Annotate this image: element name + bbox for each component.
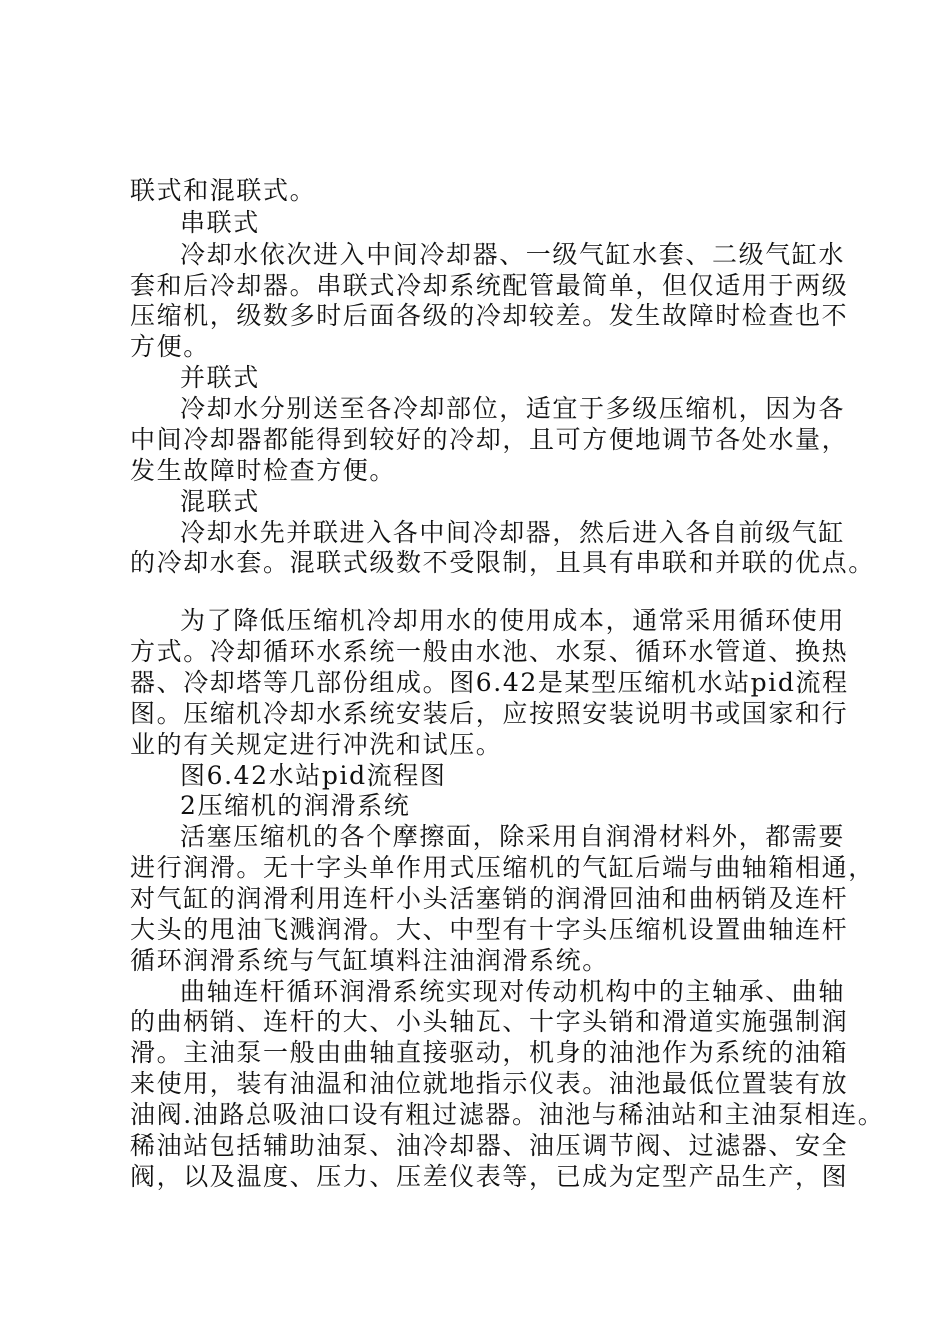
- text-line: 稀油站包括辅助油泵、油冷却器、油压调节阀、过滤器、安全: [130, 1131, 849, 1160]
- text-line: 冷却水分别送至各冷却部位，适宜于多级压缩机，因为各: [180, 394, 846, 423]
- text-line: 活塞压缩机的各个摩擦面，除采用自润滑材料外，都需要: [180, 822, 846, 851]
- text-line: 为了降低压缩机冷却用水的使用成本，通常采用循环使用: [180, 606, 846, 635]
- text-line: 大头的甩油飞溅润滑。大、中型有十字头压缩机设置曲轴连杆: [130, 915, 849, 944]
- figure-caption: 图6.42水站pid流程图: [180, 761, 447, 790]
- text-line: 滑。主油泵一般由曲轴直接驱动，机身的油池作为系统的油箱: [130, 1038, 849, 1067]
- text-line: 方便。: [130, 332, 210, 361]
- text-line: 对气缸的润滑利用连杆小头活塞销的润滑回油和曲柄销及连杆: [130, 884, 849, 913]
- section-heading-lubrication: 2压缩机的润滑系统: [180, 791, 411, 820]
- text-line: 冷却水先并联进入各中间冷却器，然后进入各自前级气缸: [180, 518, 846, 547]
- section-heading-series: 串联式: [180, 208, 260, 237]
- section-heading-mixed: 混联式: [180, 487, 260, 516]
- text-line: 进行润滑。无十字头单作用式压缩机的气缸后端与曲轴箱相通，: [130, 853, 875, 882]
- text-line: 中间冷却器都能得到较好的冷却，且可方便地调节各处水量，: [130, 425, 849, 454]
- text-line: 器、冷却塔等几部份组成。图6.42是某型压缩机水站pid流程: [130, 668, 849, 697]
- text-line: 套和后冷却器。串联式冷却系统配管最简单，但仅适用于两级: [130, 271, 849, 300]
- text-line: 发生故障时检查方便。: [130, 456, 397, 485]
- text-line: 的曲柄销、连杆的大、小头轴瓦、十字头销和滑道实施强制润: [130, 1007, 849, 1036]
- text-line: 业的有关规定进行冲洗和试压。: [130, 730, 503, 759]
- section-heading-parallel: 并联式: [180, 363, 260, 392]
- text-line: 方式。冷却循环水系统一般由水池、水泵、循环水管道、换热: [130, 637, 849, 666]
- text-line: 图。压缩机冷却水系统安装后，应按照安装说明书或国家和行: [130, 699, 849, 728]
- text-line: 阀，以及温度、压力、压差仪表等，已成为定型产品生产，图: [130, 1162, 849, 1191]
- text-line: 来使用，装有油温和油位就地指示仪表。油池最低位置装有放: [130, 1069, 849, 1098]
- text-line: 油阀.油路总吸油口设有粗过滤器。油池与稀油站和主油泵相连。: [130, 1100, 885, 1129]
- text-line: 联式和混联式。: [130, 176, 317, 205]
- text-line: 的冷却水套。混联式级数不受限制，且具有串联和并联的优点。: [130, 548, 875, 577]
- text-line: 冷却水依次进入中间冷却器、一级气缸水套、二级气缸水: [180, 240, 846, 269]
- text-line: 曲轴连杆循环润滑系统实现对传动机构中的主轴承、曲轴: [180, 977, 846, 1006]
- text-line: 压缩机，级数多时后面各级的冷却较差。发生故障时检查也不: [130, 301, 849, 330]
- text-line: 循环润滑系统与气缸填料注油润滑系统。: [130, 946, 609, 975]
